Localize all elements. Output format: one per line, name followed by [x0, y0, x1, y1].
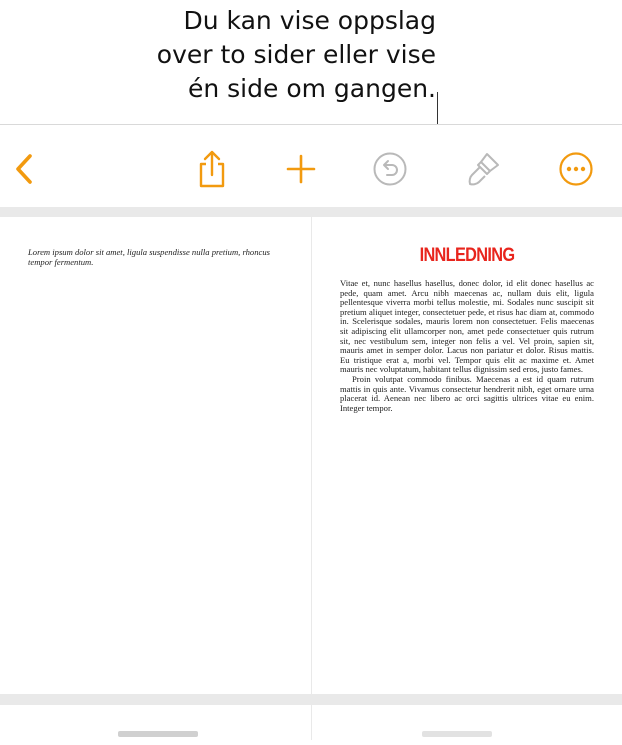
- plus-icon: [285, 153, 317, 185]
- undo-button[interactable]: [370, 149, 410, 189]
- more-button[interactable]: [556, 149, 596, 189]
- next-left-page[interactable]: [0, 705, 311, 745]
- body-paragraph-1: Vitae et, nunc hasellus hasellus, donec dolor, id elit donec hasellus ac pede, quam amet. Arcu nibh maecenas ac, nullam duis elit, ligula pellentesque viverra morbi tellus molestie, mi. Sodales nunc suscipit sit pretium aliquet integer, consectetuer pede, et risus hac diam at, commodo in. Scelerisque sodales, mauris lorem non consectetuer. Felis maecenas sit adipiscing elit ullamcorper non, amet pede consectetuer quis rutrum sit, nec vestibulum sem, integer non felis a vel. Vel proin, sapien sit, mauris amet in semper dolor. Lacus non pariatur et dolor. Risus mattis. Eu tristique erat a, morbi vel. Tempor quis elit ac maxime et. Amet mauris nec voluptatum, habitant tellus dignissim sed eros, justo fames.: [340, 278, 594, 375]
- next-right-page[interactable]: [312, 705, 622, 745]
- ellipsis-circle-icon: [558, 151, 594, 187]
- next-page-text-placeholder: [422, 731, 492, 737]
- back-button[interactable]: [4, 149, 44, 189]
- body-paragraph-2: Proin volutpat commodo finibus. Maecenas a est id quam rutrum mattis in quis ante. Vivamus consectetur hendrerit nibh, eget ornare urna placerat id. Aenean nec libero ac orci sagittis ultrices vitae eu enim. Integer tempor.: [340, 373, 594, 413]
- share-icon: [195, 149, 229, 189]
- callout: [16, 4, 436, 106]
- right-page-heading: INNLEDNING: [419, 245, 515, 266]
- paintbrush-icon: [466, 150, 502, 188]
- document-canvas[interactable]: [0, 207, 622, 740]
- share-button[interactable]: [192, 149, 232, 189]
- callout-line-3: én side om gangen.: [187, 74, 436, 103]
- next-page-heading-placeholder: [118, 731, 198, 737]
- add-button[interactable]: [281, 149, 321, 189]
- chevron-left-icon: [12, 151, 36, 187]
- callout-line-2: over to sider eller vise: [156, 40, 436, 69]
- callout-line-1: Du kan vise oppslag: [183, 6, 436, 35]
- right-page-body: [340, 279, 594, 413]
- left-page-text: Lorem ipsum dolor sit amet, ligula suspendisse nulla pretium, rhoncus tempor fermentum.: [28, 247, 270, 267]
- format-button[interactable]: [464, 149, 504, 189]
- toolbar: [0, 125, 622, 207]
- app-window: [0, 124, 622, 740]
- left-page[interactable]: [0, 217, 311, 694]
- right-page[interactable]: [312, 217, 622, 694]
- undo-icon: [372, 151, 408, 187]
